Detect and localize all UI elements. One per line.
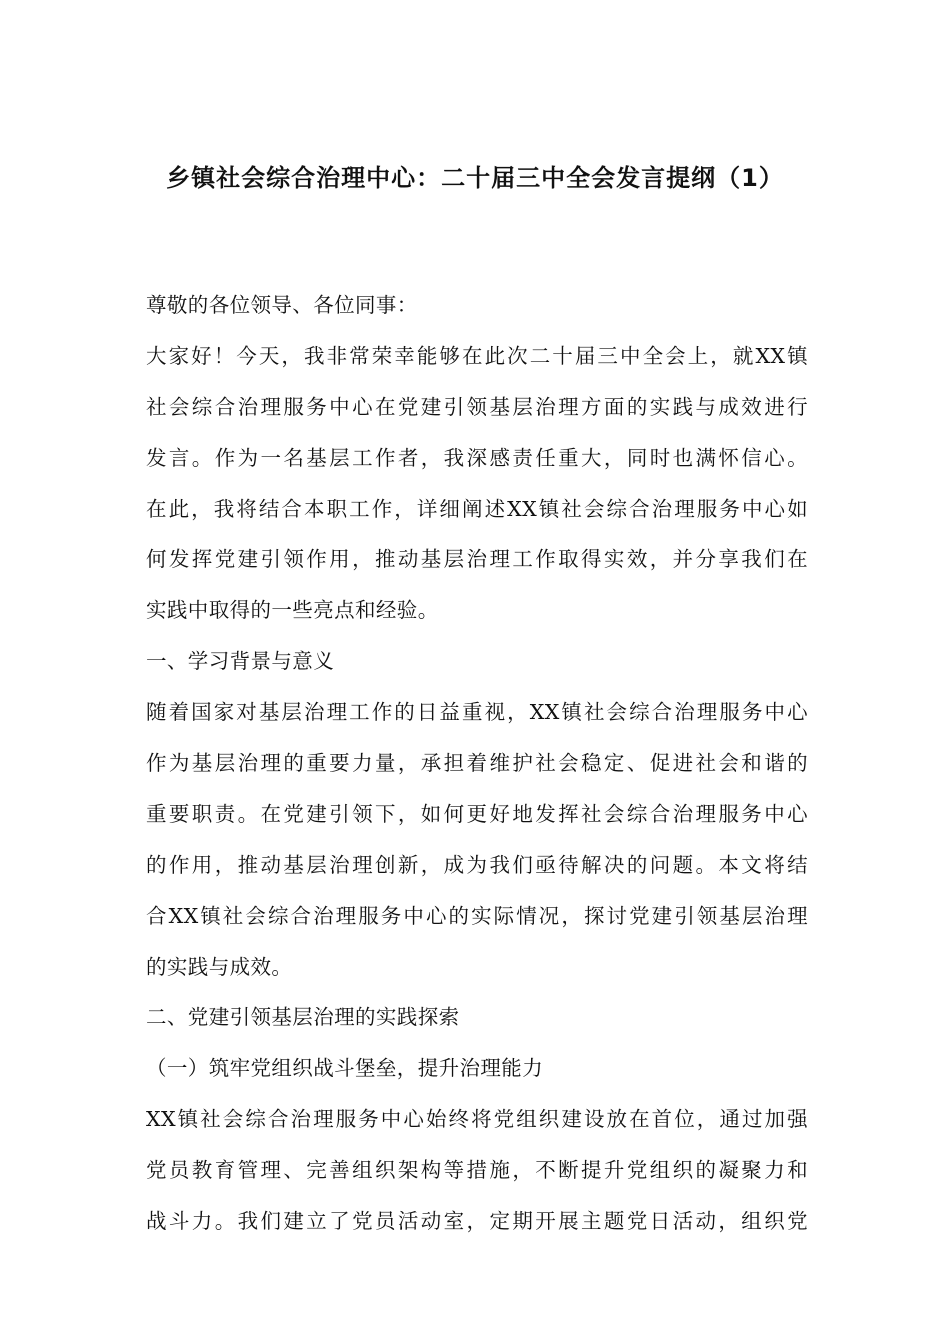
text-line: 尊敬的各位领导、各位同事： — [146, 293, 418, 317]
text-line: 大家好！今天，我非常荣幸能够在此次二十届三中全会上，就XX镇 — [146, 343, 808, 368]
text-line: 合XX镇社会综合治理服务中心的实际情况，探讨党建引领基层治理 — [146, 903, 808, 928]
document-body — [146, 280, 808, 1247]
text-line: 随着国家对基层治理工作的日益重视，XX镇社会综合治理服务中心 — [146, 700, 808, 725]
text-line: 的作用，推动基层治理创新，成为我们亟待解决的问题。本文将结 — [146, 852, 808, 877]
text-line: 实践中取得的一些亮点和经验。 — [146, 598, 439, 623]
text-line: XX镇社会综合治理服务中心始终将党组织建设放在首位，通过加强 — [146, 1107, 808, 1132]
text-line: 作为基层治理的重要力量，承担着维护社会稳定、促进社会和谐的 — [146, 751, 808, 776]
text-line: 二、党建引领基层治理的实践探索 — [146, 1005, 460, 1030]
text-line: 发言。作为一名基层工作者，我深感责任重大，同时也满怀信心。 — [146, 445, 808, 470]
text-line: 重要职责。在党建引领下，如何更好地发挥社会综合治理服务中心 — [146, 801, 808, 826]
text-line: 一、学习背景与意义 — [146, 649, 335, 674]
text-line: （一）筑牢党组织战斗堡垒，提升治理能力 — [146, 1056, 544, 1081]
document-title: 乡镇社会综合治理中心：二十届三中全会发言提纲（1） — [166, 164, 784, 192]
text-line: 党员教育管理、完善组织架构等措施，不断提升党组织的凝聚力和 — [146, 1158, 808, 1183]
text-line: 的实践与成效。 — [146, 954, 293, 979]
text-line: 战斗力。我们建立了党员活动室，定期开展主题党日活动，组织党 — [146, 1209, 808, 1234]
text-line: 何发挥党建引领作用，推动基层治理工作取得实效，并分享我们在 — [146, 547, 808, 572]
text-line: 在此，我将结合本职工作，详细阐述XX镇社会综合治理服务中心如 — [146, 496, 808, 521]
text-line: 社会综合治理服务中心在党建引领基层治理方面的实践与成效进行 — [146, 394, 808, 419]
